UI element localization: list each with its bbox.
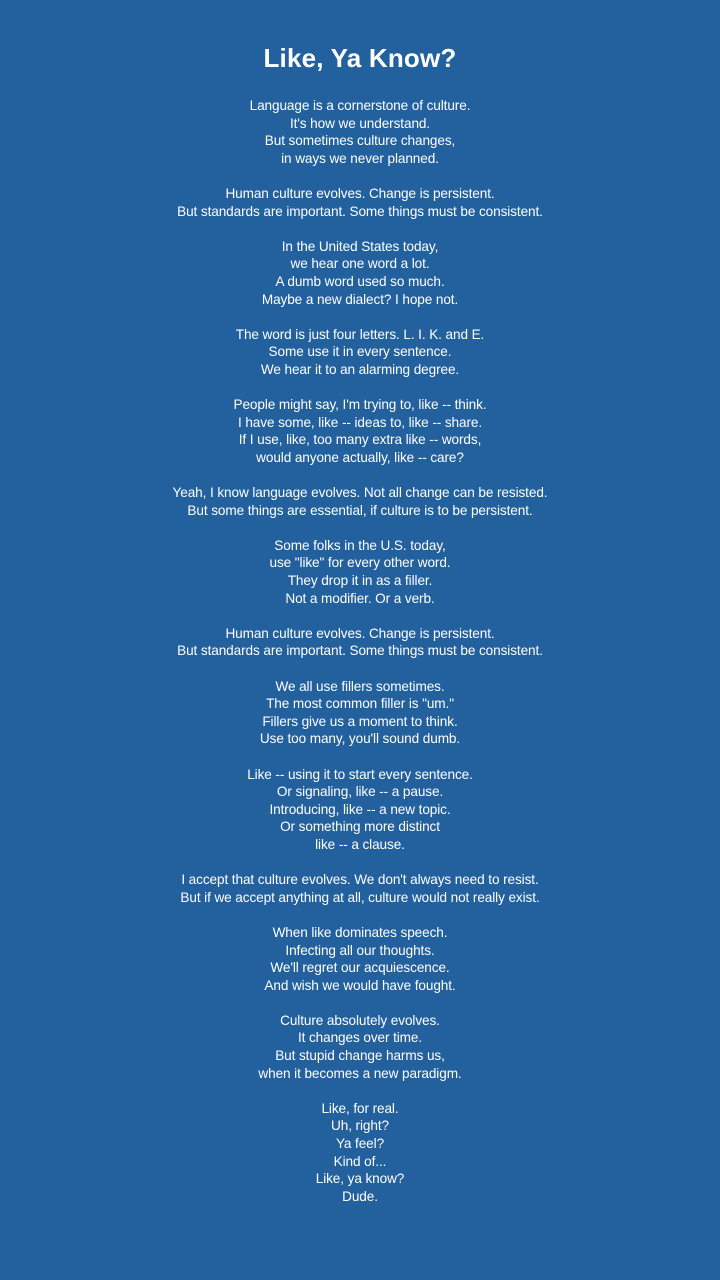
poem-line: But standards are important. Some things must be consistent. — [177, 203, 543, 219]
poem-line: But if we accept anything at all, culture would not really exist. — [180, 889, 540, 905]
stanza — [0, 326, 720, 379]
poem-line: I accept that culture evolves. We don't always need to resist. — [181, 872, 539, 888]
stanza — [0, 678, 720, 748]
poem-line: Use too many, you'll sound dumb. — [259, 731, 461, 747]
stanza — [0, 484, 720, 519]
poem-line: Not a modifier. Or a verb. — [285, 590, 435, 606]
stanza — [0, 238, 720, 308]
poem-line: And wish we would have fought. — [264, 977, 456, 993]
stanza — [0, 537, 720, 607]
poem-line: we hear one word a lot. — [290, 256, 430, 272]
poem-line: Human culture evolves. Change is persistent. — [225, 185, 495, 201]
poem-line: We all use fillers sometimes. — [275, 678, 445, 694]
poem-line: Yeah, I know language evolves. Not all change can be resisted. — [172, 485, 548, 501]
poem-line: But stupid change harms us, — [275, 1048, 445, 1064]
poem-line: It's how we understand. — [289, 115, 431, 131]
poem-line: Like, for real. — [321, 1100, 399, 1116]
poem-line: would anyone actually, like -- care? — [256, 449, 464, 465]
poem-line: In the United States today, — [281, 238, 439, 254]
stanza — [0, 185, 720, 220]
poem-line: Or signaling, like -- a pause. — [276, 784, 444, 800]
stanza — [0, 1012, 720, 1082]
poem-line: Ya feel? — [335, 1136, 385, 1152]
poem-line: Maybe a new dialect? I hope not. — [261, 291, 459, 307]
poem-line: When like dominates speech. — [272, 924, 448, 940]
poem-line: Like, ya know? — [315, 1171, 405, 1187]
poem-line: Infecting all our thoughts. — [285, 942, 435, 958]
poem-line: The word is just four letters. L. I. K. and E. — [235, 326, 485, 342]
poem-line: Like -- using it to start every sentence. — [247, 766, 473, 782]
poem-line: Or something more distinct — [280, 819, 440, 835]
stanza — [0, 625, 720, 660]
stanza — [0, 924, 720, 994]
poem-line: Introducing, like -- a new topic. — [269, 801, 451, 817]
poem-line: like -- a clause. — [315, 836, 405, 852]
poem-line: Uh, right? — [331, 1118, 389, 1134]
poem-line: If I use, like, too many extra like -- words, — [238, 432, 482, 448]
poem-title: Like, Ya Know? — [263, 43, 457, 73]
poem-line: It changes over time. — [297, 1030, 423, 1046]
poem-line: We'll regret our acquiescence. — [270, 960, 450, 976]
poem-line: Fillers give us a moment to think. — [262, 713, 458, 729]
poem-line: Kind of... — [333, 1153, 387, 1169]
poem-line: in ways we never planned. — [281, 150, 439, 166]
poem-line: I have some, like -- ideas to, like -- share. — [237, 414, 483, 430]
poem-line: But sometimes culture changes, — [264, 133, 456, 149]
poem-line: We hear it to an alarming degree. — [260, 361, 460, 377]
poem-line: People might say, I'm trying to, like -- think. — [233, 397, 487, 413]
poem-line: Culture absolutely evolves. — [280, 1012, 440, 1028]
stanza — [0, 97, 720, 167]
poem-line: But some things are essential, if culture is to be persistent. — [187, 502, 533, 518]
poem-line: They drop it in as a filler. — [287, 573, 433, 589]
stanza — [0, 871, 720, 906]
stanza — [0, 1100, 720, 1206]
poem-line: Human culture evolves. Change is persistent. — [225, 625, 495, 641]
poem-line: But standards are important. Some things must be consistent. — [177, 643, 543, 659]
poem-line: Dude. — [342, 1188, 378, 1204]
poem-line: Some folks in the U.S. today, — [274, 537, 446, 553]
poem-line: Some use it in every sentence. — [268, 344, 452, 360]
poem-line: Language is a cornerstone of culture. — [249, 98, 471, 113]
poem-line: use "like" for every other word. — [269, 555, 451, 571]
poem-line: A dumb word used so much. — [275, 273, 445, 289]
poem-body — [0, 97, 720, 1223]
stanza — [0, 766, 720, 854]
poem-line: The most common filler is "um." — [266, 696, 454, 712]
stanza — [0, 396, 720, 466]
poem-line: when it becomes a new paradigm. — [258, 1065, 462, 1081]
